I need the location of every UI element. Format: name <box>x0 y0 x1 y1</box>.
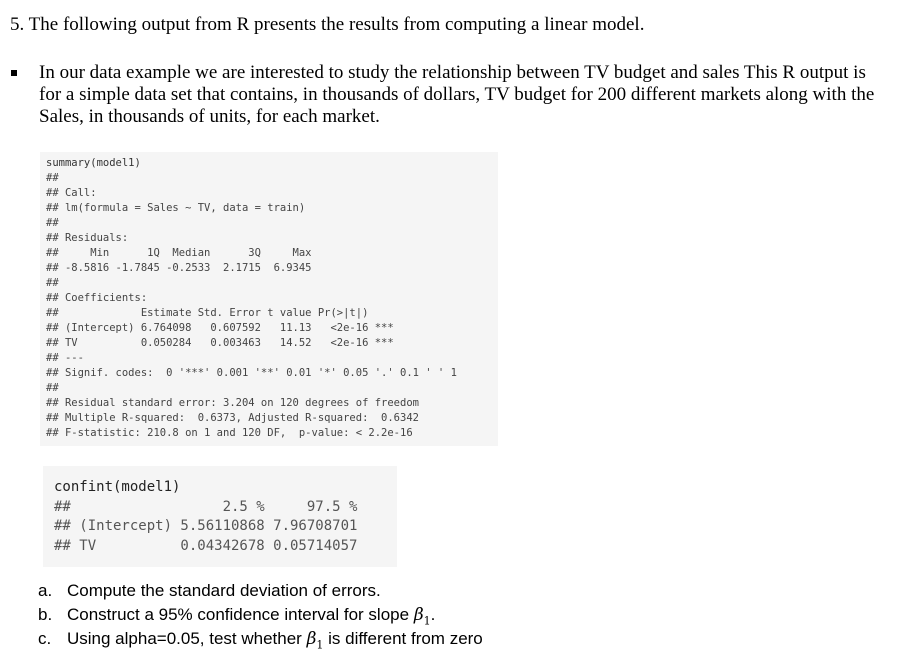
code-line: confint(model1) <box>54 479 181 495</box>
code-line: ## Call: <box>46 187 97 199</box>
code-line: ## TV 0.050284 0.003463 14.52 <2e-16 *** <box>46 337 394 349</box>
task-b <box>38 604 483 628</box>
task-text: Using alpha=0.05, test whether $\beta_1$ is different from zero <box>67 629 483 652</box>
code-line: ## Multiple R-squared: 0.6373, Adjusted R-squared: 0.6342 <box>46 412 419 424</box>
code-line: ## F-statistic: 210.8 on 1 and 120 DF, p-value: < 2.2e-16 <box>46 427 413 439</box>
code-line: ## <box>46 217 59 229</box>
code-line: ## Residual standard error: 3.204 on 120 degrees of freedom <box>46 397 419 409</box>
code-line: ## <box>46 382 59 394</box>
task-c <box>38 628 483 652</box>
code-line: ## (Intercept) 6.764098 0.607592 11.13 <2e-16 *** <box>46 322 394 334</box>
question-text: The following output from R presents the results from computing a linear model. <box>28 14 645 35</box>
task-marker: b. <box>38 605 53 624</box>
code-line: ## <box>46 172 59 184</box>
task-text: Construct a 95% confidence interval for slope $\beta_1$. <box>67 605 436 628</box>
summary-output-block <box>40 152 498 446</box>
task-marker: c. <box>38 629 52 648</box>
code-line: ## Min 1Q Median 3Q Max <box>46 247 312 259</box>
beta-symbol: $\beta_1$ <box>306 629 324 652</box>
code-line: ## Signif. codes: 0 '***' 0.001 '**' 0.01 '*' 0.05 '.' 0.1 ' ' 1 <box>46 367 457 379</box>
question-title <box>10 14 644 36</box>
confint-output-block <box>43 466 397 567</box>
code-line: ## -8.5816 -1.7845 -0.2533 2.1715 6.9345 <box>46 262 312 274</box>
code-line: ## 2.5 % 97.5 % <box>54 498 358 515</box>
bullet-marker <box>11 70 17 76</box>
code-line: ## TV 0.04342678 0.05714057 <box>54 537 358 554</box>
code-line: ## (Intercept) 5.56110868 7.96708701 <box>54 518 358 534</box>
code-line: ## Estimate Std. Error t value Pr(>|t|) <box>46 307 369 319</box>
code-line: ## Residuals: <box>46 232 129 244</box>
task-marker: a. <box>38 581 53 600</box>
code-line: ## <box>46 277 59 289</box>
question-number: 5. <box>10 14 25 35</box>
task-text: Compute the standard deviation of errors. <box>67 581 381 600</box>
code-line: ## --- <box>46 352 84 364</box>
code-line: ## lm(formula = Sales ~ TV, data = train) <box>46 202 306 214</box>
beta-symbol: $\beta_1$ <box>413 605 431 628</box>
code-line: ## Coefficients: <box>46 292 148 304</box>
code-line: summary(model1) <box>46 157 141 169</box>
bullet-text: In our data example we are interested to study the relationship between TV budget and sales This R output is for a simple data set that contains, in thousands of dollars, TV budget for 200 different markets along with the Sales, in thousands of units, for each market. <box>39 62 875 127</box>
task-list <box>38 580 483 652</box>
task-a <box>38 580 483 604</box>
